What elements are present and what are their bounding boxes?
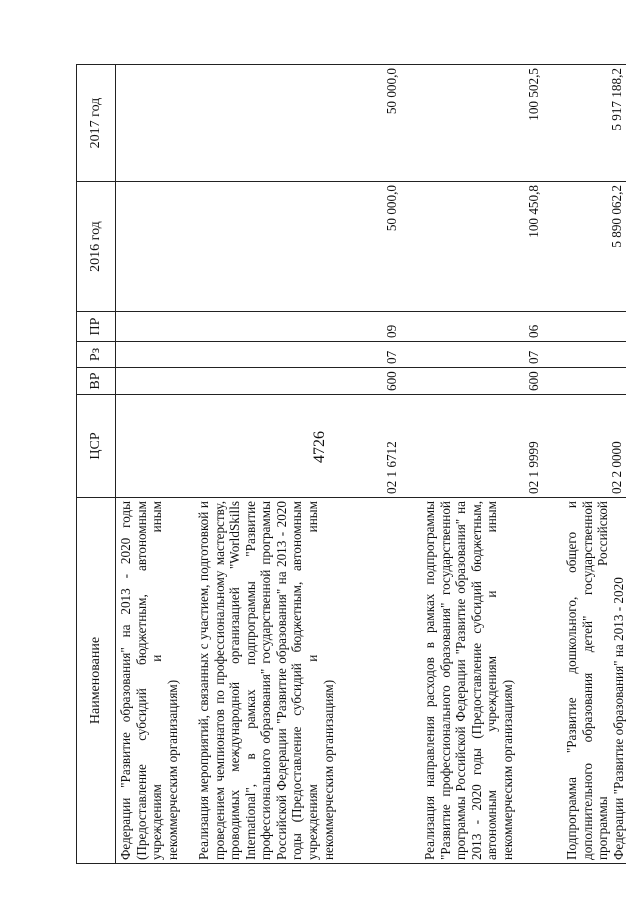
row-rz — [410, 342, 552, 368]
row-pr-value: 06 — [526, 324, 542, 338]
row-2016-value: 50 000,0 — [384, 185, 400, 232]
row-csr — [410, 395, 552, 498]
table-row — [184, 65, 410, 864]
row-rz — [116, 342, 185, 368]
row-2016 — [552, 182, 626, 312]
header-vr: ВР — [77, 368, 116, 395]
row-2017-value: 100 502,5 — [526, 68, 542, 121]
table-header-row — [77, 65, 116, 864]
row-2016 — [116, 182, 185, 312]
row-pr — [184, 312, 410, 342]
row-vr — [552, 368, 626, 395]
header-name: Наименование — [77, 498, 116, 864]
row-pr — [552, 312, 626, 342]
header-pr: ПР — [77, 312, 116, 342]
row-2017-value: 50 000,0 — [384, 68, 400, 115]
row-vr — [184, 368, 410, 395]
header-2017: 2017 год — [77, 65, 116, 182]
row-2016-value: 5 890 062,2 — [608, 185, 624, 248]
row-pr — [410, 312, 552, 342]
row-vr-value: 600 — [384, 371, 400, 391]
row-vr-value: 600 — [526, 371, 542, 391]
row-rz-value: 07 — [384, 350, 400, 364]
row-name-last-line: некоммерческим организациям) — [164, 679, 180, 860]
row-name-text: Подпрограмма "Развитие дошкольного, общего и дополнительного образования детей" государственной программы Российской — [564, 501, 611, 860]
row-2017-value: 5 917 188,2 — [608, 68, 624, 131]
row-rz — [552, 342, 626, 368]
row-name-text: Реализация направления расходов в рамках подпрограммы "Развитие профессионального образования" государственной программы Российской Федерации "Развитие образования" на 2013 - 2020 годы (Предоставление субсидий бюджетным, автономным учреждениям и иным — [422, 501, 500, 860]
row-rz — [184, 342, 410, 368]
table-row — [552, 65, 626, 864]
header-csr: ЦСР — [77, 395, 116, 498]
page-number: 4726 — [311, 431, 328, 463]
row-name-last-line: Федерации "Развитие образования" на 2013 - 2020 — [610, 577, 626, 860]
row-rz-value: 07 — [526, 350, 542, 364]
row-name-last-line: некоммерческим организациям) — [499, 679, 515, 860]
row-2016 — [184, 182, 410, 312]
row-2017 — [116, 65, 185, 182]
row-2016 — [410, 182, 552, 312]
row-2016-value: 100 450,8 — [526, 185, 542, 238]
row-name-last-line: некоммерческим организациям) — [320, 679, 336, 860]
row-2017 — [410, 65, 552, 182]
row-2017 — [184, 65, 410, 182]
row-name — [116, 498, 185, 864]
table-row — [410, 65, 552, 864]
row-name — [552, 498, 626, 864]
row-2017 — [552, 65, 626, 182]
row-vr — [410, 368, 552, 395]
row-pr-value: 09 — [384, 324, 400, 338]
row-csr — [116, 395, 185, 498]
row-name-text: Реализация мероприятий, связанных с участием, подготовкой и проведением чемпионатов по профессиональному мастерству, проводимых международной организацией "WorldSkills International", в рамках подпрограммы "Развитие профессионального образования" государственной программы Российской Федерации "Развитие образования" на 2013 - 2020 годы (Предоставление субсидий бюджетным, автономным учреждениям и иным — [196, 501, 321, 860]
row-name — [410, 498, 552, 864]
row-name-text: Федерации "Развитие образования" на 2013 - 2020 годы (Предоставление субсидий бюджетным, автономным учреждениям и иным — [118, 501, 165, 860]
row-pr — [116, 312, 185, 342]
budget-table — [76, 64, 626, 864]
row-csr — [552, 395, 626, 498]
row-csr — [184, 395, 410, 498]
row-csr-value: 02 1 6712 — [384, 441, 400, 494]
row-csr-value: 02 1 9999 — [526, 441, 542, 494]
table-row — [116, 65, 185, 864]
rotated-page-content — [76, 64, 626, 864]
row-csr-value: 02 2 0000 — [608, 441, 624, 494]
row-name — [184, 498, 410, 864]
row-vr — [116, 368, 185, 395]
header-rz: Рз — [77, 342, 116, 368]
header-2016: 2016 год — [77, 182, 116, 312]
